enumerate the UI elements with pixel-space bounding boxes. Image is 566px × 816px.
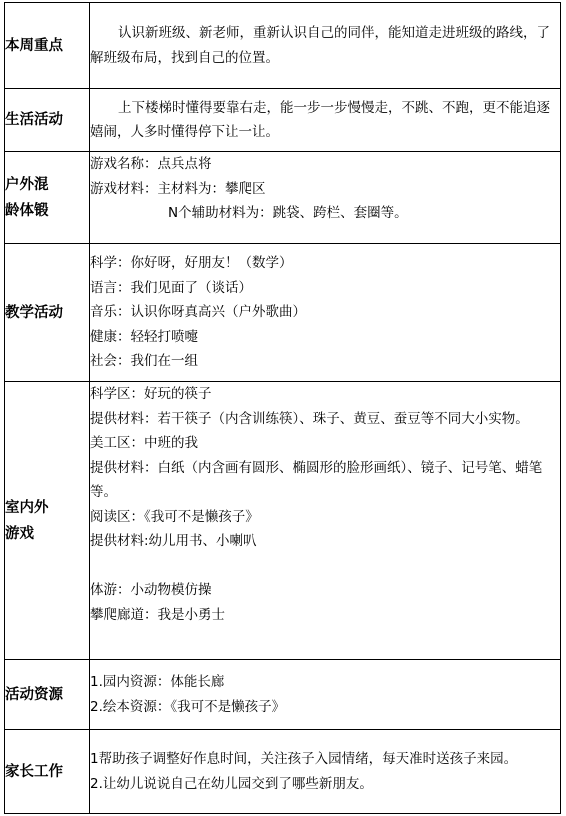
row-parent-work bbox=[5, 730, 561, 814]
label-text-line-2: 游戏 bbox=[5, 525, 34, 542]
row-content-weekly-focus bbox=[90, 3, 561, 89]
games-blank-line bbox=[90, 554, 560, 579]
weekly-plan-table bbox=[4, 2, 561, 814]
row-label-outdoor-exercise bbox=[5, 152, 90, 244]
outdoor-line: 游戏材料：主材料为：攀爬区 bbox=[90, 180, 266, 197]
row-content-life-activity bbox=[90, 89, 561, 152]
games-line: 美工区：中班的我 bbox=[90, 435, 198, 451]
label-text-line-1: 室内外 bbox=[5, 499, 49, 516]
life-paragraph: 上下楼梯时懂得要靠右走，能一步一步慢慢走，不跳、不跑，更不能追逐嬉闹，人多时懂得停下让一让。 bbox=[90, 99, 550, 140]
label-text-line-2: 龄体锻 bbox=[5, 202, 49, 219]
family-line: 1帮助孩子调整好作息时间，关注孩子入园情绪，每天准时送孩子来园。 bbox=[90, 751, 518, 767]
row-content-outdoor-exercise bbox=[90, 152, 561, 244]
row-outdoor-exercise bbox=[5, 152, 561, 244]
teaching-line: 语言：我们见面了（谈话） bbox=[90, 279, 252, 296]
teaching-line: 健康：轻轻打喷嚏 bbox=[90, 328, 198, 345]
teaching-line: 音乐：认识你呀真高兴（户外歌曲） bbox=[90, 304, 306, 321]
games-line: 提供材料：白纸（内含画有圆形、椭圆形的脸形画纸）、镜子、记号笔、蜡笔等。 bbox=[90, 459, 543, 500]
games-line: 科学区：好玩的筷子 bbox=[90, 386, 212, 402]
row-teaching-activity bbox=[5, 244, 561, 382]
row-life-activity bbox=[5, 89, 561, 152]
row-label-parent-work bbox=[5, 730, 90, 814]
label-text: 本周重点 bbox=[5, 37, 63, 54]
row-activity-resources bbox=[5, 660, 561, 730]
label-text: 活动资源 bbox=[5, 686, 63, 703]
label-text: 教学活动 bbox=[5, 304, 63, 321]
row-label-life-activity bbox=[5, 89, 90, 152]
row-label-weekly-focus bbox=[5, 3, 90, 89]
outdoor-line: N个辅助材料为：跳袋、跨栏、套圈等。 bbox=[168, 205, 408, 221]
row-content-indoor-outdoor-games bbox=[90, 382, 561, 660]
row-content-activity-resources bbox=[90, 660, 561, 730]
family-line: 2.让幼儿说说自己在幼儿园交到了哪些新朋友。 bbox=[90, 775, 373, 792]
label-text: 家长工作 bbox=[5, 763, 63, 780]
outdoor-line: 游戏名称：点兵点将 bbox=[90, 156, 212, 172]
games-line: 攀爬廊道：我是小勇士 bbox=[90, 606, 225, 623]
row-label-indoor-outdoor-games bbox=[5, 382, 90, 660]
row-indoor-outdoor-games bbox=[5, 382, 561, 660]
teaching-line: 科学：你好呀，好朋友！（数学） bbox=[90, 255, 293, 272]
games-line: 提供材料：若干筷子（内含训练筷）、珠子、黄豆、蚕豆等不同大小实物。 bbox=[90, 410, 529, 427]
label-text-line-1: 户外混 bbox=[5, 176, 49, 193]
label-text: 生活活动 bbox=[5, 112, 63, 128]
games-line: 阅读区：《我可不是懒孩子》 bbox=[90, 508, 259, 525]
resources-line: 2.绘本资源：《我可不是懒孩子》 bbox=[90, 698, 286, 715]
row-content-teaching-activity bbox=[90, 244, 561, 382]
teaching-line: 社会：我们在一组 bbox=[90, 353, 198, 370]
focus-paragraph: 认识新班级、新老师，重新认识自己的同伴，能知道走进班级的路线，了解班级布局，找到自己的位置。 bbox=[90, 25, 550, 66]
games-line: 体游：小动物模仿操 bbox=[90, 582, 212, 598]
row-label-activity-resources bbox=[5, 660, 90, 730]
games-line: 提供材料:幼儿用书、小喇叭 bbox=[90, 533, 257, 549]
row-weekly-focus bbox=[5, 3, 561, 89]
row-label-teaching-activity bbox=[5, 244, 90, 382]
resources-line: 1.园内资源：体能长廊 bbox=[90, 674, 225, 690]
row-content-parent-work bbox=[90, 730, 561, 814]
